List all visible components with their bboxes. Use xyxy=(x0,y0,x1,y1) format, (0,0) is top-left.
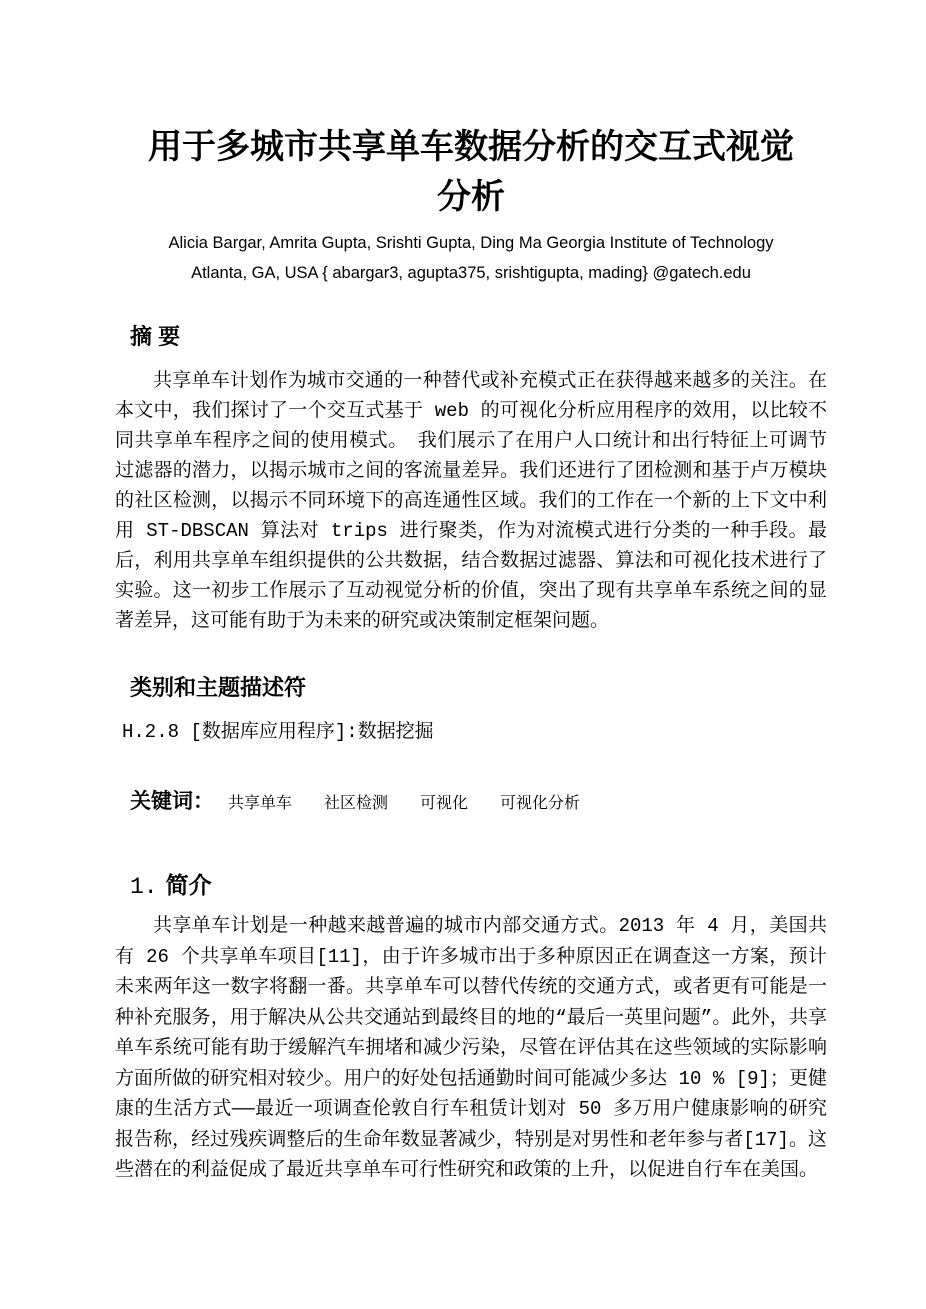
section-1-title: 简介 xyxy=(165,872,212,898)
categories-heading: 类别和主题描述符 xyxy=(130,675,307,700)
keyword-item: 社区检测 xyxy=(324,795,389,813)
keywords-line xyxy=(130,787,827,819)
keywords-label: 关键词： xyxy=(130,790,214,813)
paper-title-line2: 分析 xyxy=(437,178,505,216)
author-names: Alicia Bargar, Amrita Gupta, Srishti Gupta, Ding Ma Georgia Institute of Technology xyxy=(168,234,774,252)
author-block xyxy=(115,228,827,288)
keyword-item: 可视化分析 xyxy=(500,795,581,813)
section-1-number: 1. xyxy=(130,874,158,900)
categories-text: H.2.8 [数据库应用程序]:数据挖掘 xyxy=(122,721,434,743)
author-affiliation-email: Atlanta, GA, USA { abargar3, agupta375, srishtigupta, mading} @gatech.edu xyxy=(191,264,751,282)
section-1-heading xyxy=(130,869,827,903)
abstract-heading: 摘 要 xyxy=(130,324,181,349)
paper-title xyxy=(115,122,827,222)
introduction-text: 共享单车计划是一种越来越普遍的城市内部交通方式。2013 年 4 月，美国共有 26 个共享单车项目[11]，由于许多城市出于多种原因正在调查这一方案，预计未来两年这一数字将翻一番。共享单车可以替代传统的交通方式，或者更有可能是一种补充服务，用于解决从公共交通站到最终目的地的“最后一英里问题”。此外，共享单车系统可能有助于缓解汽车拥堵和减少污染，尽管在评估其在这些领域的实际影响方面所做的研究相对较少。用户的好处包括通勤时间可能减少多达 10 % [9]；更健康的生活方式——最近一项调查伦敦自行车租赁计划对 50 多万用户健康影响的研究报告称，经过残疾调整后的生命年数显著减少，特别是对男性和老年参与者[17]。这些潜在的利益促成了最近共享单车可行性研究和政策的上升，以促进自行车在美国。 xyxy=(115,915,827,1181)
keyword-item: 可视化 xyxy=(420,795,469,813)
paper-title-line1: 用于多城市共享单车数据分析的交互式视觉 xyxy=(148,128,794,166)
keyword-item: 共享单车 xyxy=(228,795,293,813)
abstract-text: 共享单车计划作为城市交通的一种替代或补充模式正在获得越来越多的关注。在本文中，我们探讨了一个交互式基于 web 的可视化分析应用程序的效用，以比较不同共享单车程序之间的使用模式。 我们展示了在用户人口统计和出行特征上可调节过滤器的潜力，以揭示城市之间的客流量差异。我们还进行了团检测和基于卢万模块的社区检测，以揭示不同环境下的高连通性区域。我们的工作在一个新的上下文中利用 ST-DBSCAN 算法对 trips 进行聚类，作为对流模式进行分类的一种手段。最后，利用共享单车组织提供的公共数据，结合数据过滤器、算法和可视化技术进行了实验。这一初步工作展示了互动视觉分析的价值，突出了现有共享单车系统之间的显著差异，这可能有助于为未来的研究或决策制定框架问题。 xyxy=(115,370,827,632)
